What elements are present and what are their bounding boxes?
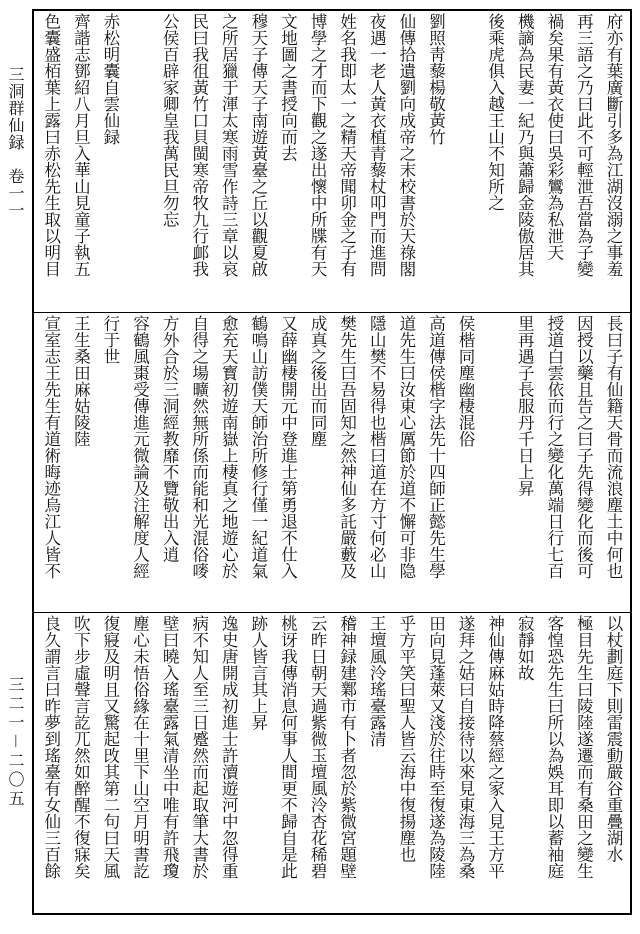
running-title: 三洞群仙録 卷一一 bbox=[6, 66, 25, 219]
text-column: 逸史唐開成初進士許瀆遊河中忽得重 bbox=[219, 615, 239, 879]
text-column: 極目先生曰陵陸遂遷而有桑田之變生 bbox=[574, 615, 594, 879]
text-column: 劉照靑藜楊敬黃竹 bbox=[426, 13, 446, 145]
text-register-bottom bbox=[36, 615, 628, 913]
text-column: 高道傳侯楷字法先十四師正懿先生學 bbox=[426, 315, 446, 579]
text-column: 齊諧志鄧紹八月旦入華山見童子執五 bbox=[71, 13, 91, 277]
text-column: 田向見蓬萊又淺於往時至復遂為陵陸 bbox=[426, 615, 446, 879]
text-column: 隱山樊不易得也楷曰道在方寸何必山 bbox=[367, 315, 387, 579]
text-column: 之所居獵于渾太寒雨雪作詩三章以哀 bbox=[219, 13, 239, 277]
text-column: 樊先生曰吾固知之然神仙多託嚴藪及 bbox=[337, 315, 357, 579]
text-column: 再三語之乃曰此不可輕泄吾當為子變 bbox=[574, 13, 594, 277]
text-column: 王壇風泠瑤臺露清 bbox=[367, 615, 387, 747]
page-number: 三二一－二〇五 bbox=[6, 676, 25, 810]
text-column: 王生桑田麻姑陵陸 bbox=[71, 315, 91, 447]
text-column: 跡人皆言其上昇 bbox=[248, 615, 268, 731]
page-frame bbox=[32, 9, 632, 915]
text-column: 宣室志王先生有道術晦迹烏江人皆不 bbox=[41, 315, 61, 579]
register-divider bbox=[34, 612, 630, 613]
text-column: 行于世 bbox=[100, 315, 120, 365]
text-column: 容鶴風棗受傳進元微論及注解度人經 bbox=[130, 315, 150, 579]
text-column: 愈充天寳初遊南嶽上棲真之地遊心於 bbox=[219, 315, 239, 579]
text-column: 又薛幽棲開元中登進士第勇退不仕入 bbox=[278, 315, 298, 579]
text-column: 夜遇一老人黃衣植青藜杖叩門而進問 bbox=[367, 13, 387, 277]
text-column bbox=[480, 315, 510, 609]
text-column: 稽神録建鄴市有卜者忽於紫微宮題壁 bbox=[337, 615, 357, 879]
text-column: 授道白雲依而行之變化萬端日行七百 bbox=[544, 315, 564, 579]
text-column: 鶴鳴山訪僕天師治所修行僅一紀道氣 bbox=[248, 315, 268, 579]
text-column: 禍矣果有黃衣使曰吳彩鸞為私泄天 bbox=[544, 13, 564, 261]
register-divider bbox=[34, 312, 630, 313]
text-column: 機謫為民妻一紀乃與蕭歸金陵傲居其 bbox=[515, 13, 535, 277]
text-column: 文地圖之書授向而去 bbox=[278, 13, 298, 162]
text-column: 客惶恐先生曰所以為娛耳即以蓄袖庭 bbox=[544, 615, 564, 879]
text-column: 仙傳拾遺劉向成帝之末校書於天祿閣 bbox=[396, 13, 416, 277]
text-column: 府亦有葉廣斷引多為江湖沒溺之事羞 bbox=[604, 13, 623, 277]
text-column: 後乘虎俱入越王山不知所之 bbox=[485, 13, 505, 211]
text-column: 里再遇子長服丹千日上昇 bbox=[515, 315, 535, 497]
text-column: 侯楷同塵幽棲混俗 bbox=[456, 315, 476, 447]
text-column: 以杖劃庭下則雷震動嚴谷重疊湖水 bbox=[604, 615, 623, 863]
text-column: 復寢及明且又驚起攺其第二句曰天風 bbox=[100, 615, 120, 879]
text-column: 姓名我即太一之精天帝聞卯金之子有 bbox=[337, 13, 357, 277]
text-column: 壁曰曉入瑤臺露氣清坐中唯有許飛瓊 bbox=[160, 615, 180, 879]
text-column: 自得之場曠然無所係而能和光混俗嘜 bbox=[189, 315, 209, 579]
text-column bbox=[450, 13, 480, 307]
text-column: 成真之後出而同塵 bbox=[308, 315, 328, 447]
text-column: 方外合於三洞經教靡不覽敬出入逍 bbox=[160, 315, 180, 563]
text-column: 良久謂言曰昨夢到瑤臺有女仙三百餘 bbox=[41, 615, 61, 879]
text-register-middle bbox=[36, 315, 628, 613]
text-column: 寂靜如故 bbox=[515, 615, 535, 681]
text-column: 穆天子傳天子南遊黃臺之丘以觀夏啟 bbox=[248, 13, 268, 277]
text-column: 博學之才而下觀之遂出懷中所牒有天 bbox=[308, 13, 328, 277]
text-column: 塵心未悟俗緣在十里下山空月明書訖 bbox=[130, 615, 150, 879]
text-column: 遂拜之姑曰自接待以來見東海三為桑 bbox=[456, 615, 476, 879]
text-column: 民曰我徂黃竹口貝閩寒帝牧九行䘏我 bbox=[189, 13, 209, 277]
text-column: 赤松明囊自雲仙録 bbox=[100, 13, 120, 145]
text-register-top bbox=[36, 13, 628, 311]
text-column: 乎方平笑曰聖人皆云海中復揚塵也 bbox=[396, 615, 416, 863]
text-column: 神仙傳麻姑時降蔡經之家入見王方平 bbox=[485, 615, 505, 879]
text-column: 色囊盛栢葉上露曰赤松先生取以明目 bbox=[41, 13, 61, 277]
text-column: 長曰子有仙籍天骨而流浪塵土中何也 bbox=[604, 315, 623, 579]
text-column: 公侯百辟家卿皇我萬民旦勿忘 bbox=[160, 13, 180, 228]
text-column: 桃讶我傳消息何事人間更不歸自是此 bbox=[278, 615, 298, 879]
text-column: 道先生曰汝東心厲節於道不懈可非隐 bbox=[396, 315, 416, 579]
text-column bbox=[125, 13, 155, 307]
text-column: 吹下步虛聲言訖兀然如醉醒不復寐矣 bbox=[71, 615, 91, 879]
text-column: 病不知人至三日蹙然而起取筆大書於 bbox=[189, 615, 209, 879]
text-column: 因授以藥且告之曰子先得變化而後可 bbox=[574, 315, 594, 579]
text-column: 云昨日朝天過紫微玉壇風泠杏花稀碧 bbox=[308, 615, 328, 879]
